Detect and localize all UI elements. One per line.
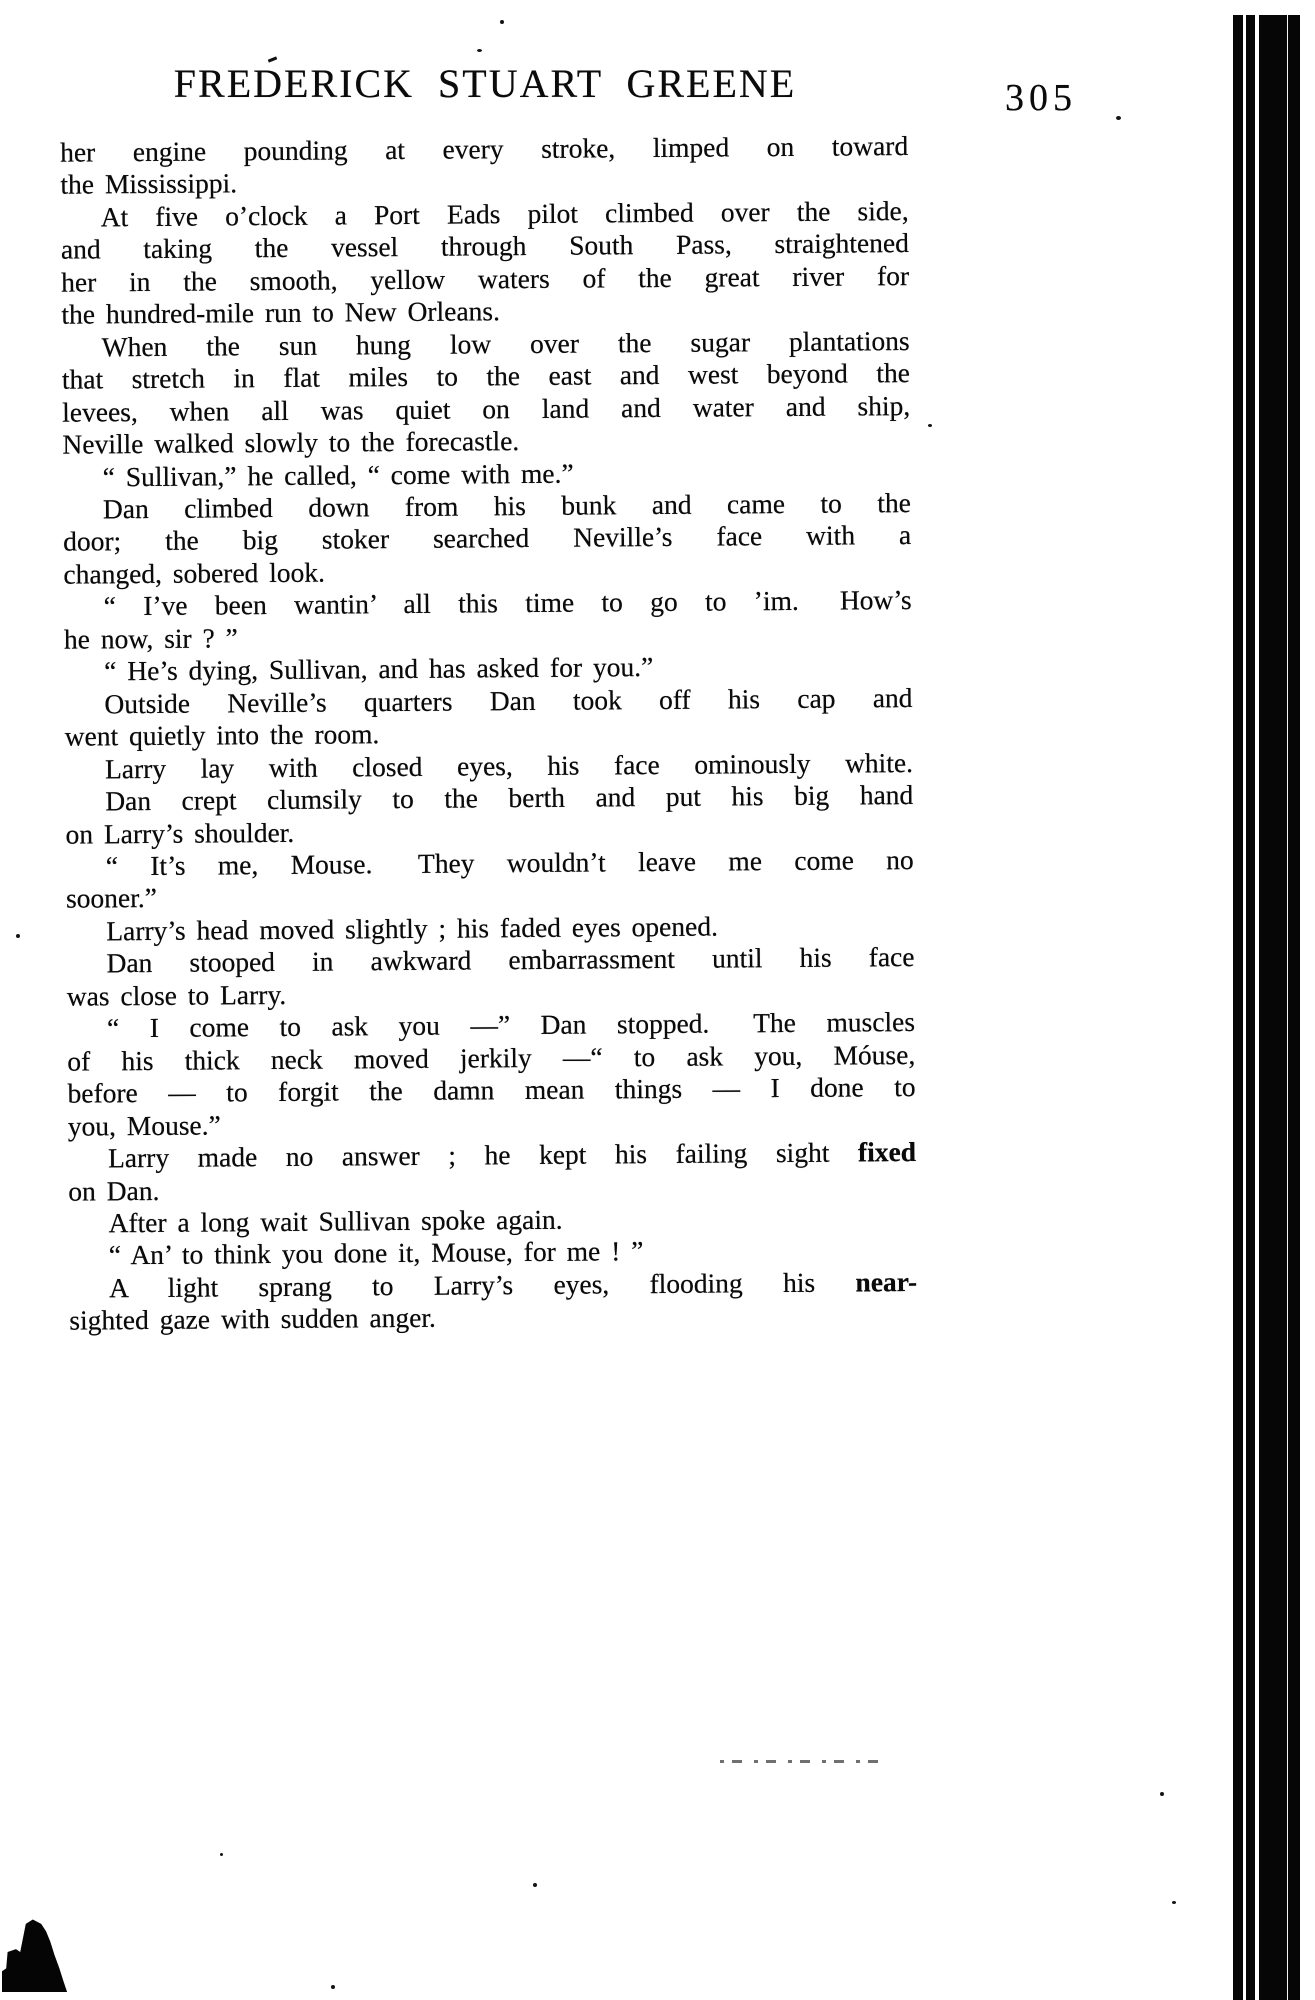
scan-speck: [220, 1853, 223, 1856]
text-line: the Mississippi.: [60, 167, 238, 201]
page-body: [60, 130, 917, 1337]
text-line: “ I’ve been wantin’ all this time to go to ’im. How’s: [103, 584, 912, 622]
text-line: “ He’s dying, Sullivan, and has asked for you.”: [104, 651, 654, 687]
scan-gutter-band-thin2: [1246, 15, 1255, 2000]
scan-gutter-band-thin: [1233, 15, 1243, 2000]
dashed-scan-artifact: [720, 1760, 888, 1763]
text-line: “ An’ to think you done it, Mouse, for me ! ”: [108, 1235, 644, 1271]
text-line: Outside Neville’s quarters Dan took off his cap and: [104, 681, 913, 720]
scan-speck: [533, 1883, 537, 1887]
text-line: After a long wait Sullivan spoke again.: [108, 1203, 563, 1239]
text-line: sooner.”: [65, 882, 158, 915]
text-line: before — to forgit the damn mean things — I done to: [67, 1071, 916, 1109]
text-line: he now, sir ? ”: [63, 622, 238, 655]
text-line: “ Sullivan,” he called, “ come with me.”: [102, 457, 574, 492]
page-number: 305: [1005, 77, 1077, 119]
ink-blot: [2, 1918, 72, 1992]
scan-speck: [928, 424, 932, 427]
text-line: levees, when all was quiet on land and water and ship,: [62, 389, 911, 428]
scan-gutter-band-wide: [1259, 15, 1300, 2000]
scan-speck: [331, 1985, 335, 1989]
text-line: on Dan.: [68, 1174, 160, 1207]
text-line: and taking the vessel through South Pass, straightened: [60, 227, 910, 266]
text-line: you, Mouse.”: [67, 1109, 221, 1142]
text-line: on Larry’s shoulder.: [65, 816, 295, 850]
text-line: A light sprang to Larry’s eyes, flooding his near-: [108, 1265, 918, 1304]
scan-speck: [500, 20, 504, 24]
text-line: her engine pounding at every stroke, limped on toward: [60, 130, 909, 168]
text-line: went quietly into the room.: [64, 718, 380, 752]
text-line: Larry lay with closed eyes, his face ominously white.: [104, 746, 914, 784]
text-line: “ It’s me, Mouse. They wouldn’t leave me come no: [105, 843, 914, 882]
scan-speck: [477, 49, 482, 52]
bold-text: fixed: [857, 1136, 917, 1168]
scan-speck: [1172, 1901, 1176, 1904]
text-line: her in the smooth, yellow waters of the great river for: [61, 259, 910, 298]
scan-speck: [16, 934, 20, 938]
text-line: When the sun hung low over the sugar plantations: [101, 324, 910, 363]
text-line: Dan stooped in awkward embarrassment until his face: [106, 941, 915, 979]
running-header-author: FREDERICK STUART GREENE: [173, 61, 797, 106]
text-line: At five o’clock a Port Eads pilot climbed over the side,: [100, 194, 909, 233]
text-line: Larry made no answer ; he kept his failing sight fixed: [107, 1136, 917, 1174]
text-line: was close to Larry.: [66, 978, 287, 1012]
text-line: Dan climbed down from his bunk and came to the: [102, 486, 912, 525]
text-line: door; the big stoker searched Neville’s face with a: [63, 519, 912, 558]
text-line: the hundred-mile run to New Orleans.: [61, 295, 501, 330]
text-line: changed, sobered look.: [63, 556, 326, 590]
text-line: Neville walked slowly to the forecastle.: [62, 425, 520, 460]
text-line: of his thick neck moved jerkily —“ to ask you, Móuse,: [67, 1038, 916, 1077]
text-line: “ I come to ask you —” Dan stopped. The muscles: [106, 1006, 916, 1044]
text-line: Dan crept clumsily to the berth and put his big hand: [105, 779, 914, 817]
text-line: sighted gaze with sudden anger.: [69, 1302, 436, 1336]
scan-speck: [1160, 1792, 1164, 1796]
bold-text: near-: [855, 1265, 918, 1298]
scan-speck: [1116, 116, 1121, 120]
text-line: that stretch in flat miles to the east and west beyond the: [61, 357, 911, 395]
text-line: Larry’s head moved slightly ; his faded eyes opened.: [106, 910, 719, 947]
